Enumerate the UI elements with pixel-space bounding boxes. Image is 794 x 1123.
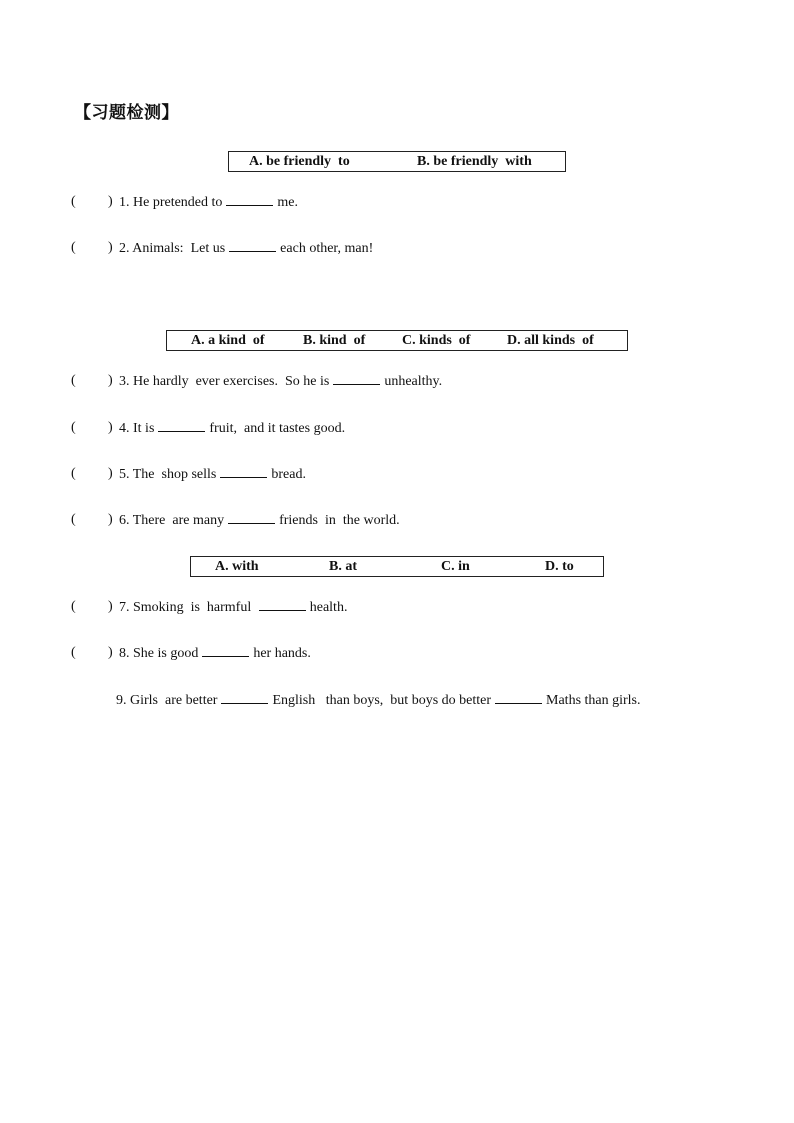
- answer-blank[interactable]: [333, 373, 380, 385]
- option-c: C. kinds of: [402, 333, 471, 348]
- question-4: 4. It is fruit, and it tastes good.: [119, 421, 346, 436]
- question-8: 8. She is good her hands.: [119, 646, 311, 661]
- answer-paren-close: ): [108, 194, 113, 209]
- option-b: B. be friendly with: [417, 154, 532, 169]
- answer-paren-open: (: [71, 466, 76, 481]
- answer-blank[interactable]: [228, 512, 275, 524]
- question-7: 7. Smoking is harmful health.: [119, 600, 348, 615]
- answer-paren-open: (: [71, 420, 76, 435]
- answer-blank[interactable]: [495, 692, 542, 704]
- answer-blank[interactable]: [221, 692, 268, 704]
- answer-paren-open: (: [71, 645, 76, 660]
- option-c: C. in: [441, 559, 470, 574]
- answer-paren-close: ): [108, 420, 113, 435]
- options-box-1: [228, 151, 566, 172]
- answer-paren-open: (: [71, 240, 76, 255]
- question-2: 2. Animals: Let us each other, man!: [119, 241, 374, 256]
- option-a: A. be friendly to: [249, 154, 350, 169]
- answer-blank[interactable]: [220, 466, 267, 478]
- answer-blank[interactable]: [202, 645, 249, 657]
- answer-paren-open: (: [71, 512, 76, 527]
- answer-paren-close: ): [108, 645, 113, 660]
- answer-paren-open: (: [71, 599, 76, 614]
- question-9: 9. Girls are better English than boys, but boys do better Maths than girls.: [116, 693, 641, 708]
- answer-paren-open: (: [71, 194, 76, 209]
- option-a: A. a kind of: [191, 333, 265, 348]
- question-1: 1. He pretended to me.: [119, 195, 299, 210]
- option-b: B. kind of: [303, 333, 366, 348]
- section-title: 【习题检测】: [74, 103, 179, 123]
- option-b: B. at: [329, 559, 357, 574]
- answer-paren-open: (: [71, 373, 76, 388]
- option-d: D. all kinds of: [507, 333, 594, 348]
- options-box-3: [190, 556, 604, 577]
- question-3: 3. He hardly ever exercises. So he is unhealthy.: [119, 374, 443, 389]
- answer-paren-close: ): [108, 373, 113, 388]
- answer-paren-close: ): [108, 240, 113, 255]
- answer-blank[interactable]: [259, 599, 306, 611]
- options-box-2: [166, 330, 628, 351]
- answer-paren-close: ): [108, 466, 113, 481]
- answer-blank[interactable]: [229, 240, 276, 252]
- question-5: 5. The shop sells bread.: [119, 467, 306, 482]
- answer-paren-close: ): [108, 512, 113, 527]
- option-a: A. with: [215, 559, 259, 574]
- answer-paren-close: ): [108, 599, 113, 614]
- answer-blank[interactable]: [158, 420, 205, 432]
- question-6: 6. There are many friends in the world.: [119, 513, 400, 528]
- answer-blank[interactable]: [226, 194, 273, 206]
- option-d: D. to: [545, 559, 574, 574]
